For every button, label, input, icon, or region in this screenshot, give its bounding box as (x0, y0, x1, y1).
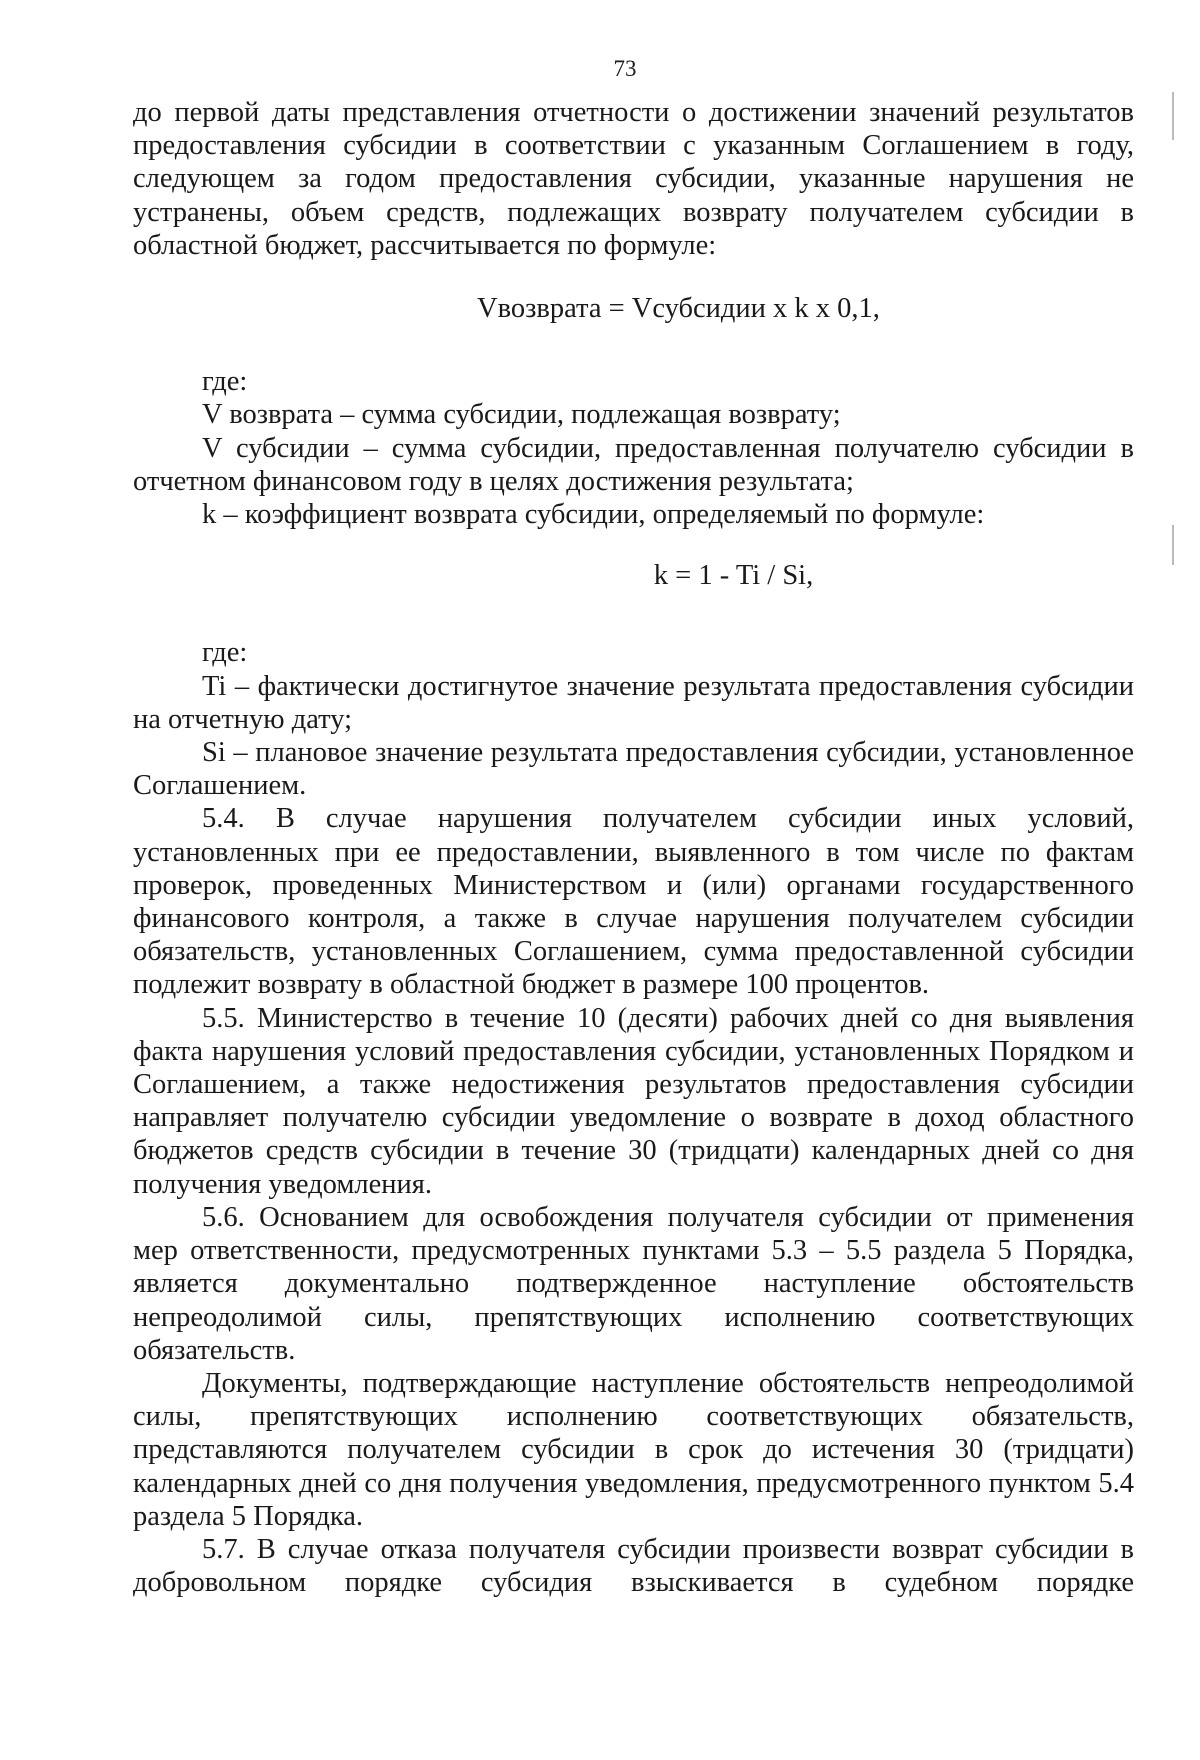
formula-k: k = 1 - Ti / Si, (653, 560, 814, 592)
definition-v-subsidy: V субсидии – сумма субсидии, предоставленная получателю субсидии в отчетном финансовом году в целях достижения результата; (133, 432, 1134, 497)
where-label: где: (202, 637, 248, 669)
clause-5-4: 5.4. В случае нарушения получателем субсидии иных условий, установленных при ее предоставлении, выявленного в том числе по фактам проверок, проведенных Министерством и (или) органами государственного финансового контроля, а также в случае нарушения получателем субсидии обязательств, установленных Соглашением, сумма предоставленной субсидии подлежит возврату в областной бюджет в размере 100 процентов. (133, 803, 1134, 1001)
clause-5-7: 5.7. В случае отказа получателя субсидии произвести возврат субсидии в добровольном порядке субсидия взыскивается в судебном порядке (133, 1533, 1134, 1599)
definition-k: k – коэффициент возврата субсидии, определяемый по формуле: (202, 499, 985, 531)
document-body (133, 96, 1134, 1599)
paragraph-intro: до первой даты представления отчетности о достижении значений результатов предоставления субсидии в соответствии с указанным Соглашением в году, следующем за годом предоставления субсидии, указанные нарушения не устранены, объем средств, подлежащих возврату получателем субсидии в областной бюджет, рассчитывается по формуле: (133, 97, 1134, 261)
page-number: 73 (613, 56, 637, 81)
clause-5-6-documents: Документы, подтверждающие наступление обстоятельств непреодолимой силы, препятствующих исполнению соответствующих обязательств, представляются получателем субсидии в срок до истечения 30 (тридцати) календарных дней со дня получения уведомления, предусмотренного пунктом 5.4 раздела 5 Порядка. (133, 1367, 1134, 1532)
scan-edge-mark (1172, 92, 1174, 140)
formula-return-amount: Vвозврата = Vсубсидии x k x 0,1, (477, 293, 880, 325)
definition-v-return: V возврата – сумма субсидии, подлежащая возврату; (202, 399, 841, 431)
scan-edge-mark (1172, 525, 1174, 565)
where-label: где: (202, 366, 248, 398)
definition-ti: Ti – фактически достигнутое значение результата предоставления субсидии на отчетную дату; (133, 670, 1134, 735)
definition-si: Si – плановое значение результата предоставления субсидии, установленное Соглашением. (133, 737, 1134, 802)
clause-5-5: 5.5. Министерство в течение 10 (десяти) рабочих дней со дня выявления факта нарушения условий предоставления субсидии, установленных Порядком и Соглашением, а также недостижения результатов предоставления субсидии направляет получателю субсидии уведомление о возврате в доход областного бюджетов средств субсидии в течение 30 (тридцати) календарных дней со дня получения уведомления. (133, 1002, 1134, 1200)
clause-5-6: 5.6. Основанием для освобождения получателя субсидии от применения мер ответственности, предусмотренных пунктами 5.3 – 5.5 раздела 5 Порядка, является документально подтвержденное наступление обстоятельств непреодолимой силы, препятствующих исполнению соответствующих обязательств. (133, 1201, 1134, 1366)
